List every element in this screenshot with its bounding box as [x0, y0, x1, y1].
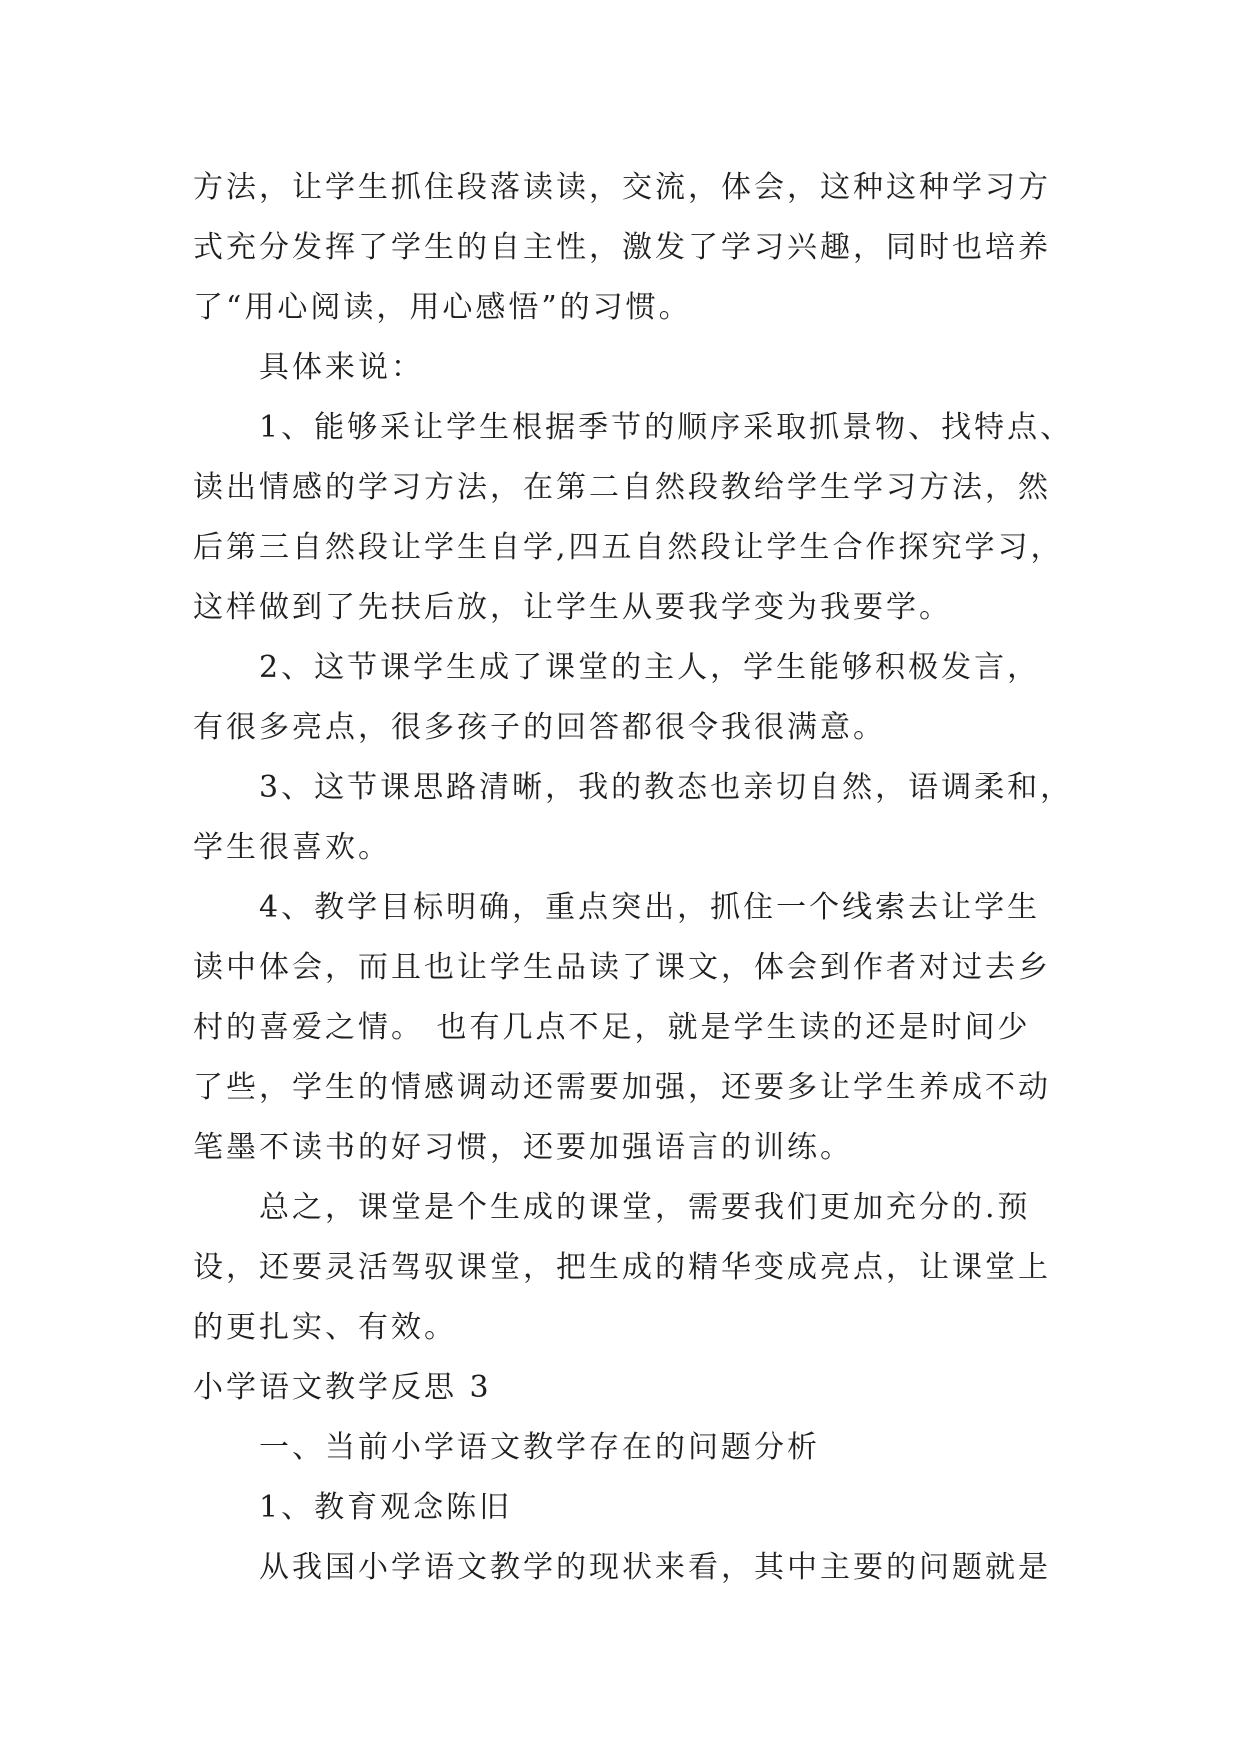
text-line: 读出情感的学习方法，在第二自然段教给学生学习方法，然 — [193, 470, 1051, 505]
text-line: 一、当前小学语文教学存在的问题分析 — [259, 1430, 820, 1465]
text-line: 从我国小学语文教学的现状来看，其中主要的问题就是 — [259, 1550, 1051, 1585]
section-heading: 小学语文教学反思 3 — [193, 1370, 492, 1405]
text-line: 1、能够采让学生根据季节的顺序采取抓景物、找特点、 — [259, 410, 1074, 445]
text-line: 1、教育观念陈旧 — [259, 1490, 513, 1525]
text-line: 后第三自然段让学生自学,四五自然段让学生合作探究学习， — [193, 530, 1064, 565]
text-line: 4、教学目标明确，重点突出，抓住一个线索去让学生 — [259, 890, 1041, 925]
text-line: 具体来说： — [259, 350, 424, 385]
text-line: 设，还要灵活驾驭课堂，把生成的精华变成亮点，让课堂上 — [193, 1250, 1051, 1285]
text-line: 学生很喜欢。 — [193, 830, 391, 865]
text-line: 3、这节课思路清晰，我的教态也亲切自然，语调柔和， — [259, 770, 1074, 805]
text-line: 的更扎实、有效。 — [193, 1310, 457, 1345]
text-line: 式充分发挥了学生的自主性，激发了学习兴趣，同时也培养 — [193, 230, 1051, 265]
text-line: 总之，课堂是个生成的课堂，需要我们更加充分的.预 — [259, 1190, 1031, 1225]
text-line: 了“用心阅读，用心感悟”的习惯。 — [193, 290, 692, 325]
text-line: 这样做到了先扶后放，让学生从要我学变为我要学。 — [193, 590, 952, 625]
text-line: 有很多亮点，很多孩子的回答都很令我很满意。 — [193, 710, 886, 745]
text-line: 笔墨不读书的好习惯，还要加强语言的训练。 — [193, 1130, 853, 1165]
text-line: 读中体会，而且也让学生品读了课文，体会到作者对过去乡 — [193, 950, 1051, 985]
text-line: 2、这节课学生成了课堂的主人，学生能够积极发言， — [259, 650, 1041, 685]
document-body — [193, 158, 1074, 1598]
text-line: 方法，让学生抓住段落读读，交流，体会，这种这种学习方 — [193, 170, 1051, 205]
text-line: 村的喜爱之情。 也有几点不足，就是学生读的还是时间少 — [193, 1010, 1031, 1045]
text-line: 了些，学生的情感调动还需要加强，还要多让学生养成不动 — [193, 1070, 1051, 1105]
